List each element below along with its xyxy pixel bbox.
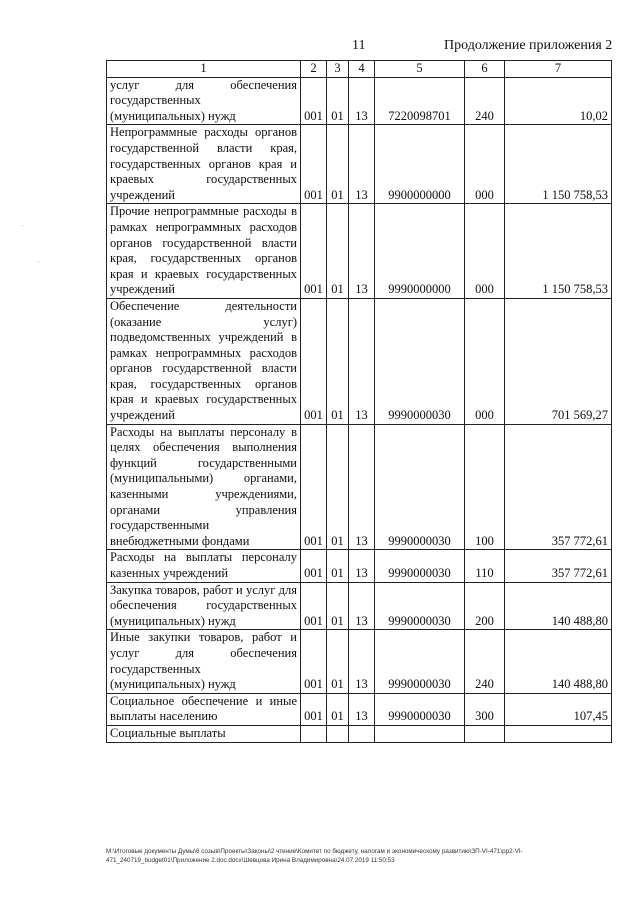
column-number: 5 [375, 61, 465, 78]
expense-name: Социальное обеспечение и иные выплаты населению [107, 693, 301, 725]
amount: 1 150 758,53 [505, 204, 612, 299]
target-article-code [375, 725, 465, 742]
target-article-code: 9990000030 [375, 582, 465, 630]
expense-name: Непрограммные расходы органов государственной власти края, государственных органов края и краевых государственных учреждений [107, 125, 301, 204]
expense-type-code: 240 [465, 77, 505, 125]
section-code: 01 [327, 204, 349, 299]
target-article-code: 9990000030 [375, 693, 465, 725]
expense-name: Социальные выплаты [107, 725, 301, 742]
column-number: 1 [107, 61, 301, 78]
target-article-code: 9990000030 [375, 550, 465, 582]
column-number: 2 [301, 61, 327, 78]
table-row [107, 77, 612, 125]
amount [505, 725, 612, 742]
column-number: 3 [327, 61, 349, 78]
ministry-code [301, 725, 327, 742]
expense-name: Расходы на выплаты персоналу казенных учреждений [107, 550, 301, 582]
table-row [107, 298, 612, 424]
amount: 357 772,61 [505, 424, 612, 550]
subsection-code: 13 [349, 550, 375, 582]
ministry-code: 001 [301, 550, 327, 582]
amount: 107,45 [505, 693, 612, 725]
ministry-code: 001 [301, 77, 327, 125]
table-row [107, 204, 612, 299]
amount: 1 150 758,53 [505, 125, 612, 204]
target-article-code: 9990000030 [375, 298, 465, 424]
section-code: 01 [327, 125, 349, 204]
amount: 10,02 [505, 77, 612, 125]
expense-type-code: 000 [465, 298, 505, 424]
ministry-code: 001 [301, 298, 327, 424]
column-number: 6 [465, 61, 505, 78]
subsection-code: 13 [349, 693, 375, 725]
section-code: 01 [327, 77, 349, 125]
amount: 357 772,61 [505, 550, 612, 582]
amount: 701 569,27 [505, 298, 612, 424]
table-row [107, 125, 612, 204]
expense-name: Расходы на выплаты персоналу в целях обеспечения выполнения функций государственными (муниципальными) органами, казенными учреждениями, органами управления государственными внебюджетными фондами [107, 424, 301, 550]
expense-name: Прочие непрограммные расходы в рамках непрограммных расходов органов государственной власти края, государственных органов края и краевых государственных учреждений [107, 204, 301, 299]
table-row [107, 630, 612, 693]
subsection-code: 13 [349, 424, 375, 550]
scan-speck: . [38, 258, 40, 264]
table-row [107, 725, 612, 742]
budget-table [106, 60, 612, 743]
file-path-footer: M:\Итоговые документы Думы\6 созыв\Проекты\Законы\2 чтение\Комитет по бюджету, налогам и экономическому развитию\ЗП-VI-471\pp2-VI-471_240719_budget01\Приложение 2.doc.docx\Шевцова Ирина Владимировна\24.07.2019 11:50:53 [106, 848, 523, 864]
expense-type-code [465, 725, 505, 742]
subsection-code: 13 [349, 125, 375, 204]
table-row [107, 582, 612, 630]
section-code: 01 [327, 582, 349, 630]
expense-type-code: 000 [465, 125, 505, 204]
column-number: 4 [349, 61, 375, 78]
column-number-row [107, 61, 612, 78]
subsection-code: 13 [349, 204, 375, 299]
section-code [327, 725, 349, 742]
subsection-code: 13 [349, 582, 375, 630]
column-number: 7 [505, 61, 612, 78]
table-row [107, 424, 612, 550]
expense-type-code: 200 [465, 582, 505, 630]
section-code: 01 [327, 424, 349, 550]
section-code: 01 [327, 550, 349, 582]
expense-name: услуг для обеспечения государственных (муниципальных) нужд [107, 77, 301, 125]
table-row [107, 550, 612, 582]
section-code: 01 [327, 693, 349, 725]
expense-type-code: 300 [465, 693, 505, 725]
target-article-code: 7220098701 [375, 77, 465, 125]
expense-type-code: 000 [465, 204, 505, 299]
ministry-code: 001 [301, 204, 327, 299]
ministry-code: 001 [301, 693, 327, 725]
page-number: 11 [352, 38, 366, 53]
amount: 140 488,80 [505, 630, 612, 693]
ministry-code: 001 [301, 582, 327, 630]
ministry-code: 001 [301, 125, 327, 204]
expense-name: Закупка товаров, работ и услуг для обеспечения государственных (муниципальных) нужд [107, 582, 301, 630]
target-article-code: 9990000030 [375, 630, 465, 693]
section-code: 01 [327, 630, 349, 693]
amount: 140 488,80 [505, 582, 612, 630]
table-row [107, 693, 612, 725]
ministry-code: 001 [301, 424, 327, 550]
expense-type-code: 100 [465, 424, 505, 550]
section-code: 01 [327, 298, 349, 424]
subsection-code: 13 [349, 630, 375, 693]
subsection-code: 13 [349, 77, 375, 125]
target-article-code: 9900000000 [375, 125, 465, 204]
scan-speck: . [22, 222, 24, 228]
expense-type-code: 240 [465, 630, 505, 693]
continuation-label: Продолжение приложения 2 [444, 38, 613, 53]
target-article-code: 9990000000 [375, 204, 465, 299]
target-article-code: 9990000030 [375, 424, 465, 550]
ministry-code: 001 [301, 630, 327, 693]
expense-name: Иные закупки товаров, работ и услуг для обеспечения государственных (муниципальных) нужд [107, 630, 301, 693]
expense-type-code: 110 [465, 550, 505, 582]
subsection-code [349, 725, 375, 742]
expense-name: Обеспечение деятельности (оказание услуг) подведомственных учреждений в рамках непрограммных расходов органов государственной власти края, государственных органов края и краевых государственных учреждений [107, 298, 301, 424]
subsection-code: 13 [349, 298, 375, 424]
